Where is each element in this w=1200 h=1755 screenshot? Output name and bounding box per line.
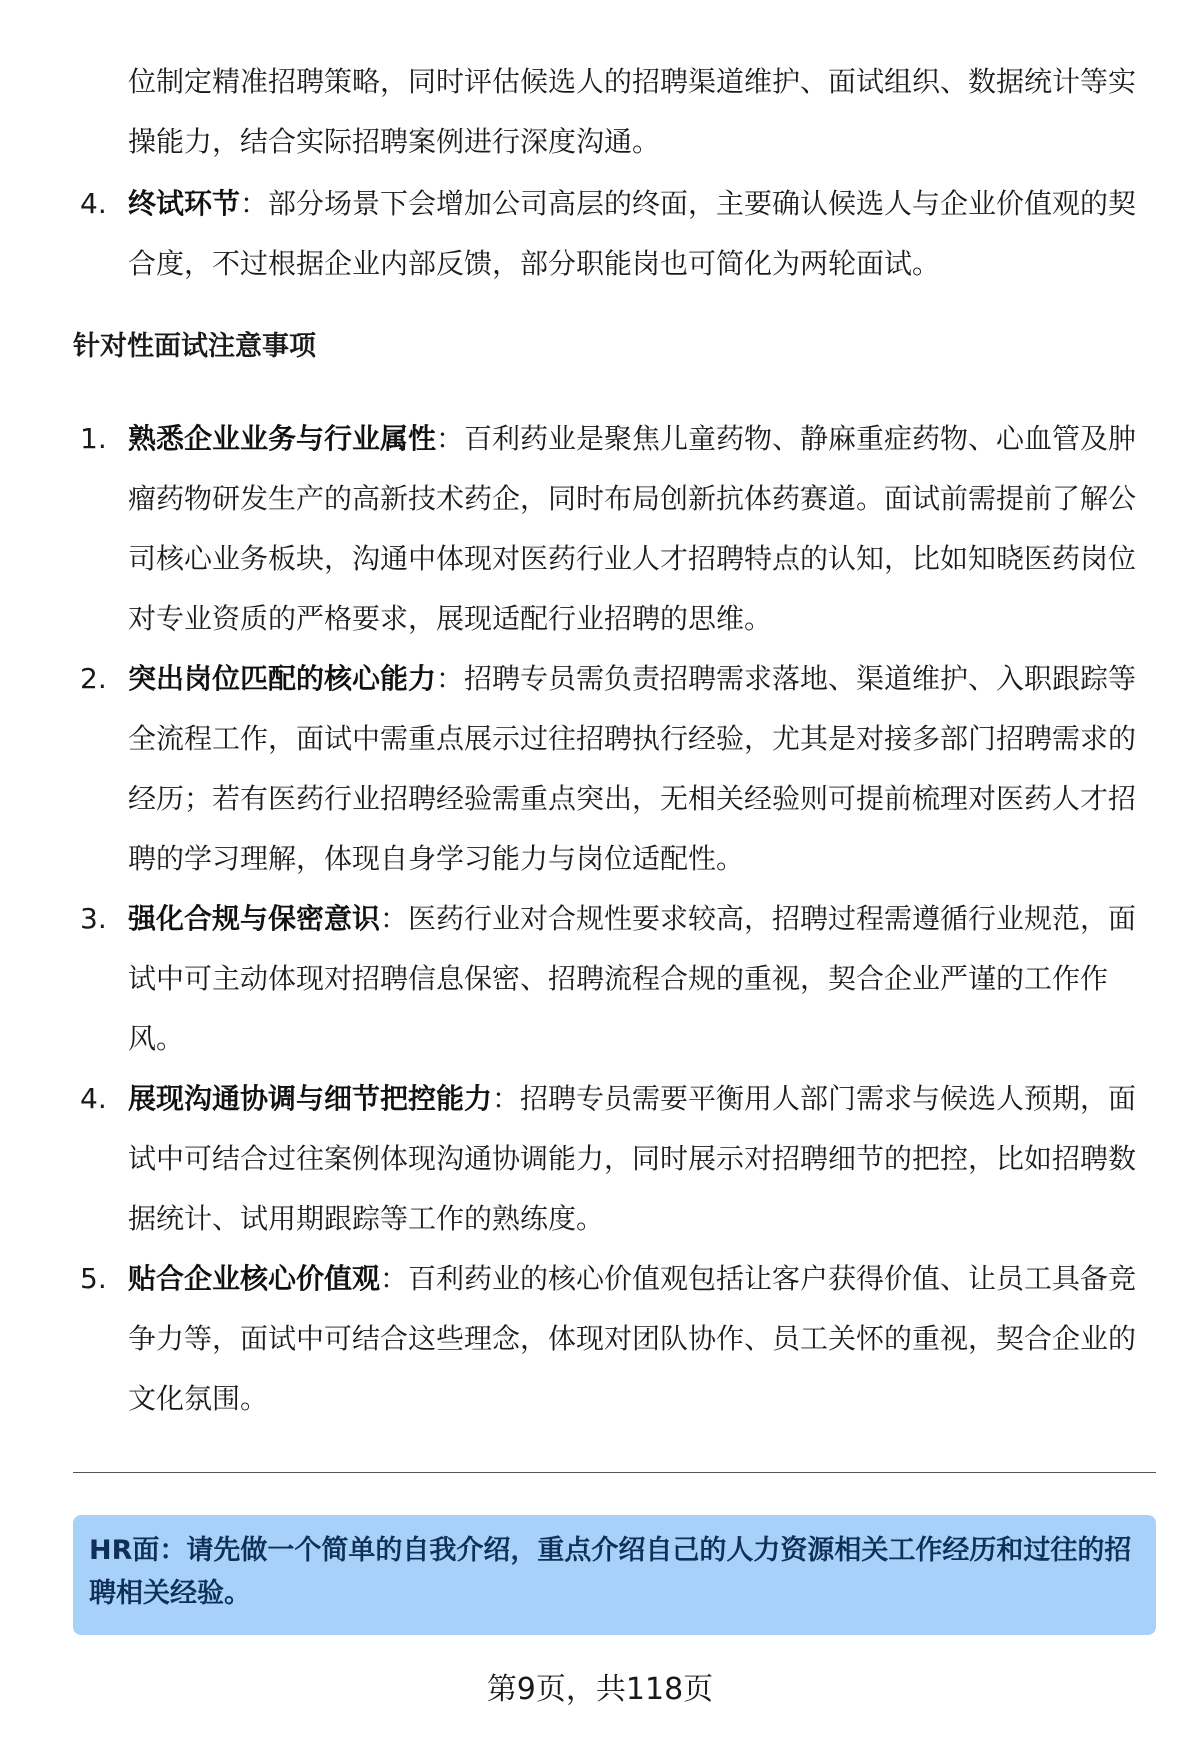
divider xyxy=(73,1472,1156,1473)
item-text: ：百利药业的核心价值观包括让客户获得价值、让员工具备竞争力等，面试中可结合这些理念，体现对团队协作、员工关怀的重视，契合企业的文化氛围。 xyxy=(128,1262,1137,1415)
list-number: 3. xyxy=(80,902,107,935)
item-title: 终试环节 xyxy=(128,187,241,220)
list-item xyxy=(80,409,1140,649)
item-title: 熟悉企业业务与行业属性 xyxy=(128,422,437,455)
list-number: 1. xyxy=(80,422,107,455)
item-title: 强化合规与保密意识 xyxy=(128,902,381,935)
list-number: 5. xyxy=(80,1262,107,1295)
interview-tips-list xyxy=(80,409,1140,1429)
item-title: 贴合企业核心价值观 xyxy=(128,1262,381,1295)
list-item xyxy=(80,649,1140,889)
list-item xyxy=(80,1249,1140,1429)
interview-stages-list xyxy=(80,174,1140,294)
item-text: ：医药行业对合规性要求较高，招聘过程需遵循行业规范，面试中可主动体现对招聘信息保密、招聘流程合规的重视，契合企业严谨的工作作风。 xyxy=(128,902,1137,1055)
item-title: 展现沟通协调与细节把控能力 xyxy=(128,1082,493,1115)
interview-question-box xyxy=(73,1515,1156,1635)
list-item xyxy=(80,1069,1140,1249)
item-text: ：部分场景下会增加公司高层的终面，主要确认候选人与企业价值观的契合度，不过根据企业内部反馈，部分职能岗也可简化为两轮面试。 xyxy=(128,187,1137,280)
page-number: 第9页，共118页 xyxy=(486,1672,714,1707)
item-text: ：百利药业是聚焦儿童药物、静麻重症药物、心血管及肿瘤药物研发生产的高新技术药企，同时布局创新抗体药赛道。面试前需提前了解公司核心业务板块，沟通中体现对医药行业人才招聘特点的认知，比如知晓医药岗位对专业资质的严格要求，展现适配行业招聘的思维。 xyxy=(128,422,1137,635)
item-text: ：招聘专员需要平衡用人部门需求与候选人预期，面试中可结合过往案例体现沟通协调能力，同时展示对招聘细节的把控，比如招聘数据统计、试用期跟踪等工作的熟练度。 xyxy=(128,1082,1137,1235)
list-number: 4. xyxy=(80,1082,107,1115)
continued-paragraph: 位制定精准招聘策略，同时评估候选人的招聘渠道维护、面试组织、数据统计等实操能力，结合实际招聘案例进行深度沟通。 xyxy=(128,65,1137,158)
item-text: ：招聘专员需负责招聘需求落地、渠道维护、入职跟踪等全流程工作，面试中需重点展示过往招聘执行经验，尤其是对接多部门招聘需求的经历；若有医药行业招聘经验需重点突出，无相关经验则可提前梳理对医药人才招聘的学习理解，体现自身学习能力与岗位适配性。 xyxy=(128,662,1137,875)
section-heading: 针对性面试注意事项 xyxy=(73,331,316,362)
question-text: HR面：请先做一个简单的自我介绍，重点介绍自己的人力资源相关工作经历和过往的招聘相关经验。 xyxy=(89,1535,1132,1609)
list-number: 2. xyxy=(80,662,107,695)
list-item xyxy=(80,889,1140,1069)
item-title: 突出岗位匹配的核心能力 xyxy=(128,662,437,695)
list-number: 4. xyxy=(80,187,107,220)
list-item xyxy=(80,174,1140,294)
